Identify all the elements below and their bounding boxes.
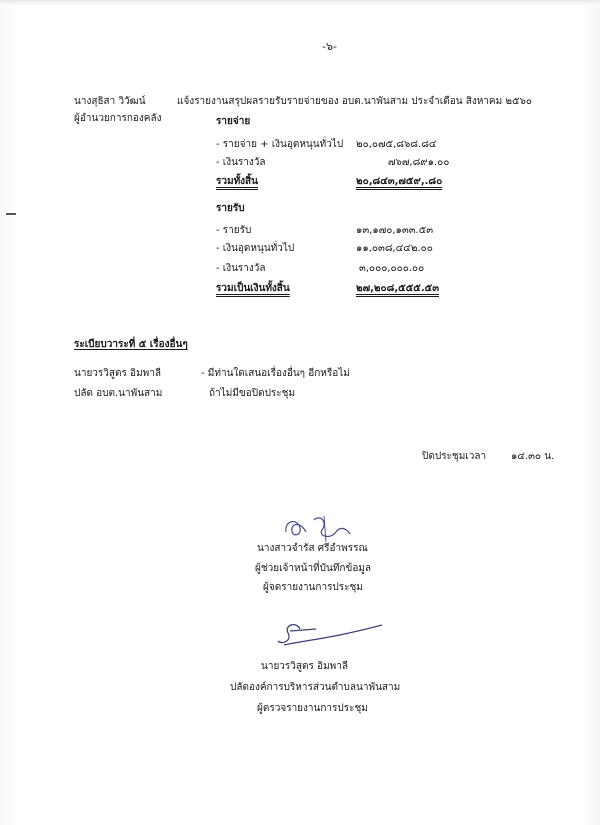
report-speaker-name: นางสุธิสา วิวัฒน์ bbox=[74, 96, 146, 107]
signature-recorder-graphic bbox=[280, 512, 360, 546]
expense-total-amount: ๒๐,๘๔๓,๗๕๙,.๘๐ bbox=[356, 176, 443, 187]
income-row-label: - เงินรางวัล bbox=[216, 263, 266, 274]
signature-recorder-name: นางสาวจำรัส ศรีอำพรรณ bbox=[257, 543, 368, 554]
scan-shadow bbox=[0, 0, 600, 6]
agenda-line: ถ้าไม่มีขอปิดประชุม bbox=[209, 388, 296, 399]
signature-verifier-graphic bbox=[270, 615, 390, 655]
signature-recorder-position: ผู้ช่วยเจ้าหน้าที่บันทึกข้อมูล bbox=[255, 563, 372, 574]
expense-row-amount: ๒๐,๐๗๕,๘๖๘.๘๔ bbox=[356, 139, 437, 150]
expense-row-amount: ๗๖๗,๘๙๑.๐๐ bbox=[388, 157, 450, 168]
agenda-line: - มีท่านใดเสนอเรื่องอื่นๆ อีกหรือไม่ bbox=[201, 368, 350, 379]
signature-verifier-name: นายวรวิสูตร อิมพาลี bbox=[261, 661, 348, 672]
income-row-label: - เงินอุดหนุนทั่วไป bbox=[216, 243, 295, 254]
agenda-speaker-name: นายวรวิสูตร อิมพาลี bbox=[74, 368, 161, 379]
page-number: -๖- bbox=[322, 40, 337, 53]
report-statement: แจ้งรายงานสรุปผลรายรับรายจ่ายของ อบต.นาพันสาม ประจำเดือน สิงหาคม ๒๕๖๐ bbox=[177, 96, 532, 107]
income-row-amount: ๑๓,๑๗๐,๑๓๓.๕๓ bbox=[356, 225, 434, 236]
expense-total-label: รวมทั้งสิ้น bbox=[216, 176, 258, 187]
income-total-amount: ๒๗,๒๐๘,๕๕๕.๕๓ bbox=[356, 283, 440, 294]
signature-verifier-role: ผู้ตรวจรายงานการประชุม bbox=[257, 703, 368, 714]
income-row-amount: ๓,๐๐๐,๐๐๐.๐๐ bbox=[359, 263, 425, 274]
signature-recorder-role: ผู้จดรายงานการประชุม bbox=[263, 582, 363, 593]
income-heading: รายรับ bbox=[216, 203, 245, 214]
margin-mark bbox=[6, 213, 16, 215]
agenda-speaker-title: ปลัด อบต.นาพันสาม bbox=[74, 388, 163, 399]
income-total-label: รวมเป็นเงินทั้งสิ้น bbox=[216, 283, 290, 294]
closing-time: ๑๔.๓๐ น. bbox=[511, 451, 555, 462]
report-speaker-title: ผู้อำนวยการกองคลัง bbox=[74, 113, 162, 124]
expense-row-label: - เงินรางวัล bbox=[216, 157, 266, 168]
agenda-heading: ระเบียบวาระที่ ๕ เรื่องอื่นๆ bbox=[74, 339, 188, 350]
signature-verifier-position: ปลัดองค์การบริหารส่วนตำบลนาพันสาม bbox=[230, 682, 401, 693]
income-row-label: - รายรับ bbox=[216, 225, 252, 236]
closing-label: ปิดประชุมเวลา bbox=[422, 451, 487, 462]
expense-heading: รายจ่าย bbox=[216, 116, 251, 127]
expense-row-label: - รายจ่าย + เงินอุดหนุนทั่วไป bbox=[216, 139, 344, 150]
income-row-amount: ๑๑,๐๓๘,๔๔๒.๐๐ bbox=[356, 243, 433, 254]
